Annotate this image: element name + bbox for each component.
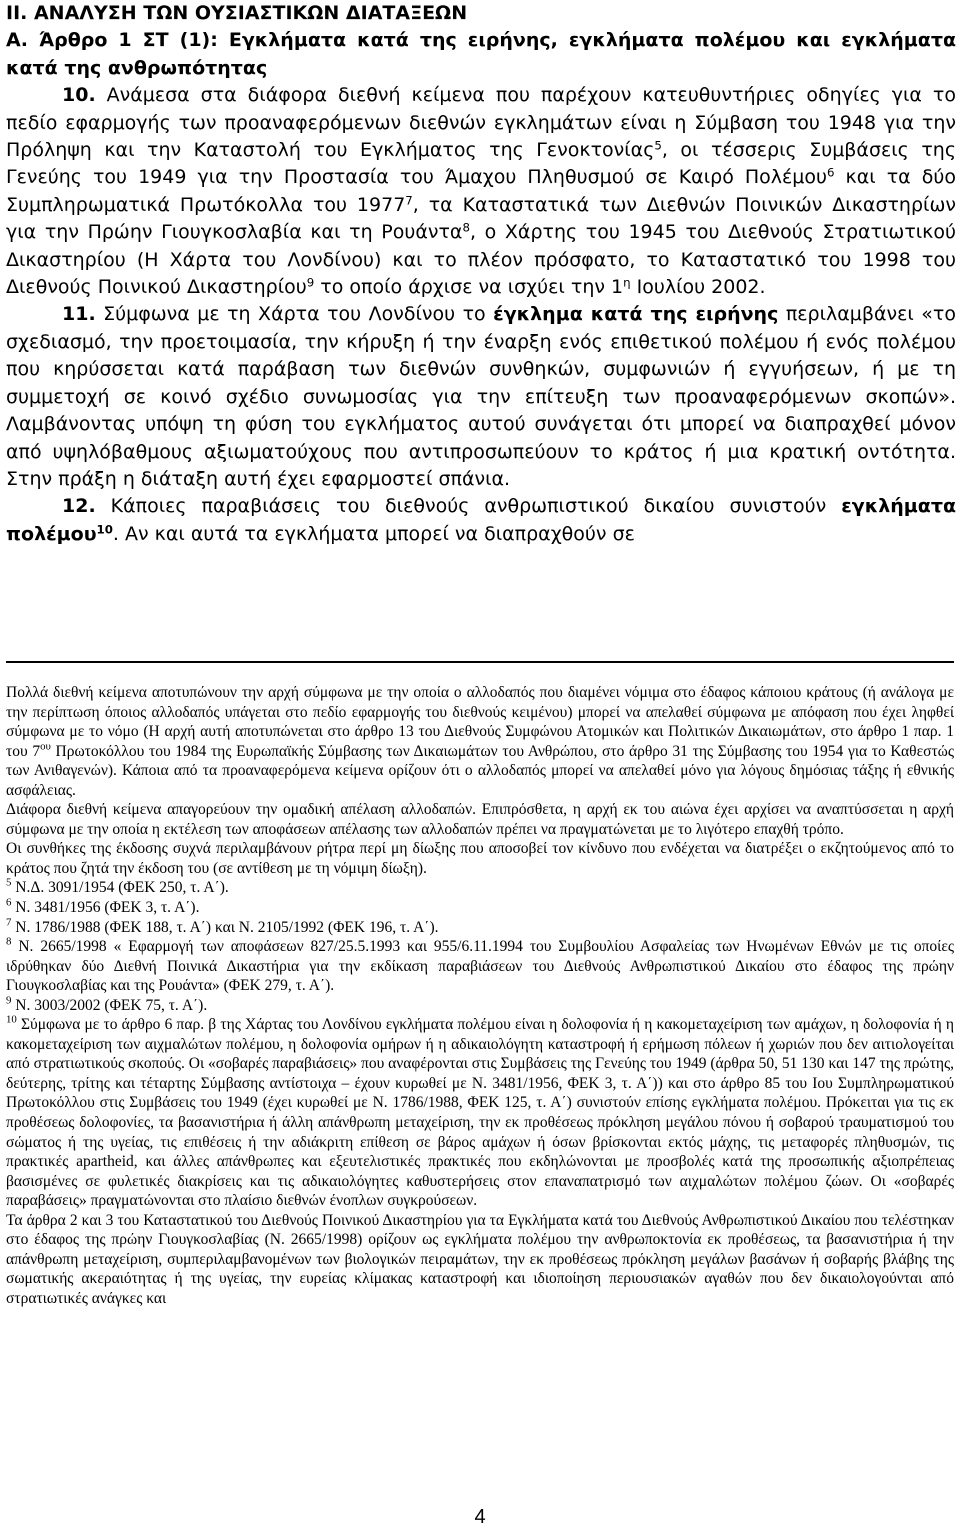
paragraph-number: 12. [62, 495, 96, 518]
paragraph-number: 11. [62, 303, 96, 326]
footnote-separator [6, 661, 954, 663]
paragraph-11: 11. Σύμφωνα με τη Χάρτα του Λονδίνου το έγκλημα κατά της ειρήνης περιλαμβάνει «το σχεδιασμό, την προετοιμασία, την κήρυξη ή την έναρξη ενός επιθετικού πολέμου ή ενός πολέμου που κηρύσσεται κατά παράβαση των διεθνών συνθηκών, συμφωνιών ή εγγυήσεων, ή με τη συμμετοχή σε κοινό σχέδιο συνωμοσίας για την επίτευξη των προαναφερόμενων σκοπών». Λαμβάνοντας υπόψη τη φύση του εγκλήματος αυτού συνάγεται ότι μπορεί να διαπραχθεί μόνον από υψηλόβαθμους αξιωματούχους που αντιπροσωπεύουν το κράτος ή μια κρατική οντότητα. Στην πράξη η διάταξη αυτή έχει εφαρμοστεί σπάνια. [6, 303, 957, 490]
emphasis: εγκλήματα πολέμου [6, 495, 956, 545]
paragraph-12: 12. Κάποιες παραβιάσεις του διεθνούς ανθρωπιστικού δικαίου συνιστούν εγκλήματα πολέμου$^{10}$. Αν και αυτά τα εγκλήματα μπορεί να διαπραχθούν σε [6, 495, 956, 545]
emphasis: έγκλημα κατά της ειρήνης [493, 303, 779, 326]
footnote-continuation: Οι συνθήκες της έκδοσης συχνά περιλαμβάνουν ρήτρα περί μη δίωξης που αποσοβεί τον κίνδυνο που ενδέχεται να διατρέξει ο εκζητούμενος από το κράτος που ζητά την έκδοση του (σε αντίθεση με τη νόμιμη δίωξη). [6, 840, 954, 877]
footnote-10-continued: Τα άρθρα 2 και 3 του Καταστατικού του Διεθνούς Ποινικού Δικαστηρίου για τα Εγκλήματα κατά του Διεθνούς Ανθρωπιστικού Δικαίου που τελέστηκαν στο έδαφος της πρώην Γιουγκοσλαβίας (Ν. 2665/1998) ορίζουν ως εγκλήματα πολέμου την ανθρωποκτονία εκ προθέσεως, τα βασανιστήρια ή την απάνθρωπη μεταχείριση, συμπεριλαμβανομένων των βιολογικών πειραμάτων, την εκ προθέσεως πρόκληση μεγάλων βασάνων ή σοβαρής βλάβης της σωματικής ακεραιότητας ή της υγείας, την ευρείας κλίμακας καταστροφή και ιδιοποίηση περιουσιακών αγαθών που δεν δικαιολογούνται από στρατιωτικές ανάγκες και [6, 1211, 954, 1307]
footnote-8: $^8$ Ν. 2665/1998 « Εφαρμογή των αποφάσεων 827/25.5.1993 και 955/6.11.1994 του Συμβουλίου Ασφαλείας των Ηνωμένων Εθνών με τις οποίες ιδρύθηκαν δύο Διεθνή Ποινικά Δικαστήρια για την εκδίκαση παραβιάσεων του Διεθνούς Ανθρωπιστικού Δικαίου στο έδαφος της πρώην Γιουγκοσλαβίας και της Ρουάντα» (ΦΕΚ 279, τ. Α΄). [6, 935, 954, 995]
page-number: 4 [474, 1506, 486, 1528]
section-heading: ΙΙ. ΑΝΑΛΥΣΗ ΤΩΝ ΟΥΣΙΑΣΤΙΚΩΝ ΔΙΑΤΑΞΕΩΝ [6, 2, 468, 24]
footnote-continuation: Πολλά διεθνή κείμενα αποτυπώνουν την αρχή σύμφωνα με την οποία ο αλλοδαπός που διαμένει νόμιμα στο έδαφος κάποιου κράτους (ή ανάλογα με την περίπτωση όποιος αλλοδαπός υπάγεται στο πεδίο εφαρμογής του διεθνούς κειμένου) μπορεί να απελαθεί σύμφωνα με απόφαση που έχει ληφθεί σύμφωνα με το νόμο (Η αρχή αυτή αποτυπώνεται στο άρθρο 13 του Διεθνούς Συμφώνου Ατομικών και Πολιτικών Δικαιωμάτων, στο άρθρο 1 παρ. 1 του $7^{o\upsilon}$ Πρωτοκόλλου του 1984 της Ευρωπαϊκής Σύμβασης των Δικαιωμάτων του Ανθρώπου, στο άρθρο 31 της Σύμβασης του 1954 για το Καθεστώς των Ανιθαγενών). Κάποια από τα προαναφερόμενα κείμενα ορίζουν ότι ο αλλοδαπός μπορεί να απελαθεί μόνο για λόγους δημόσιας τάξης ή εθνικής ασφάλειας. [6, 684, 955, 799]
footnotes [6, 683, 954, 1309]
footnote-9: $^9$ Ν. 3003/2002 (ΦΕΚ 75, τ. Α΄). [6, 994, 208, 1014]
footnote-ref: 5 [654, 138, 662, 153]
footnote-ref: 9 [306, 275, 315, 290]
footnote-continuation: Διάφορα διεθνή κείμενα απαγορεύουν την ομαδική απέλαση αλλοδαπών. Επιπρόσθετα, η αρχή εκ του αιώνα έχει αρχίσει να αναπτύσσεται η αρχή σύμφωνα με την οποία η εκτέλεση των αποφάσεων απέλασης των αλλοδαπών πρέπει να πραγματώνεται με το λιγότερο επαχθή τρόπο. [6, 801, 954, 838]
subsection-heading: Α. Άρθρο 1 ΣΤ (1): Εγκλήματα κατά της ειρήνης, εγκλήματα πολέμου και εγκλήματα κατά της ανθρωπότητας [6, 29, 956, 79]
footnote-ref: 7 [405, 193, 413, 208]
footnote-ref: 8 [462, 220, 470, 235]
footnote-ref: 6 [827, 165, 835, 180]
paragraph-number: 10. [62, 84, 96, 107]
footnote-7: $^7$ Ν. 1786/1988 (ΦΕΚ 188, τ. Α΄) και Ν. 2105/1992 (ΦΕΚ 196, τ. Α΄). [6, 916, 439, 936]
main-text [6, 0, 956, 548]
footnote-10: $^{10}$ Σύμφωνα με το άρθρο 6 παρ. β της Χάρτας του Λονδίνου εγκλήματα πολέμου είναι η δολοφονία ή η κακομεταχείριση των αμάχων, η δολοφονία ή η κακομεταχείριση των αιχμαλώτων πολέμου, η δολοφονία ομήρων ή η αδικαιολόγητη καταστροφή ή ερήμωση πόλεων ή χωριών που δεν αιτιολογείται από στρατιωτικούς σκοπούς. Οι «σοβαρές παραβιάσεις» που αναφέρονται στις Συμβάσεις της Γενεύης του 1949 (άρθρα 50, 51 130 και 147 της πρώτης, δεύτερης, τρίτης και τέταρτης Σύμβασης αντίστοιχα – έχουν κυρωθεί με Ν. 3481/1956, ΦΕΚ 3, τ. Α΄)) και στο άρθρο 85 του Ιου Συμπληρωματικού Πρωτοκόλλου στις Συμβάσεις του 1949 (έχει κυρωθεί με Ν. 1786/1988, ΦΕΚ 125, τ. Α΄) συνιστούν επίσης εγκλήματα πολέμου. Πρόκειται για τις εκ προθέσεως δολοφονίες, τα βασανιστήρια ή άλλη απάνθρωπη μεταχείριση, την εκ προθέσεως πρόκληση μεγάλου πόνου ή σοβαρού τραυματισμού του σώματος ή της υγείας, τις επιθέσεις ή την αδιάκριτη επίθεση σε βάρος αμάχων ή όσων βρίσκονται εκτός μάχης, τις μεταφορές πληθυσμών, τις πρακτικές apartheid, και άλλες απάνθρωπες και εξευτελιστικές πρακτικές που εκδηλώνονται με προσβολές κατά της προσωπικής αξιοπρέπειας βασισμένες σε φυλετικές διακρίσεις και τις αδικαιολόγητες καθυστερήσεις στον επαναπατρισμό των αιχμαλώτων πολέμου ζώων. Οι «σοβαρές παραβάσεις» πραγματώνονται στο πλαίσιο διεθνών ένοπλων συγκρούσεων. [6, 1013, 954, 1210]
footnote-5: $^5$ Ν.Δ. 3091/1954 (ΦΕΚ 250, τ. Α΄). [6, 876, 229, 897]
footnote-ref: 10 [96, 522, 113, 537]
footnote-6: $^6$ Ν. 3481/1956 (ΦΕΚ 3, τ. Α΄). [6, 896, 200, 917]
ordinal-suffix: η [623, 275, 631, 290]
paragraph-10: 10. Ανάμεσα στα διάφορα διεθνή κείμενα που παρέχουν κατευθυντήριες οδηγίες για το πεδίο εφαρμογής των προαναφερόμενων διεθνών εγκλημάτων είναι η Σύμβαση του 1948 για την Πρόληψη και την Καταστολή του Εγκλήματος της Γενοκτονίας$^5$, οι τέσσερις Συμβάσεις της Γενεύης του 1949 για την Προστασία του Άμαχου Πληθυσμού σε Καιρό Πολέμου$^6$ και τα δύο Συμπληρωματικά Πρωτόκολλα του 1977$^7$, τα Καταστατικά των Διεθνών Ποινικών Δικαστηρίων για την Πρώην Γιουγκοσλαβία και τη Ρουάντα$^8$, ο Χάρτης του 1945 του Διεθνούς Στρατιωτικού Δικαστηρίου (Η Χάρτα του Λονδίνου) και το πλέον πρόσφατο, το Καταστατικό του 1998 του Διεθνούς Ποινικού Δικαστηρίου$^9$ το οποίο άρχισε να ισχύει την $1^\eta$ Ιουλίου 2002. [6, 84, 956, 299]
